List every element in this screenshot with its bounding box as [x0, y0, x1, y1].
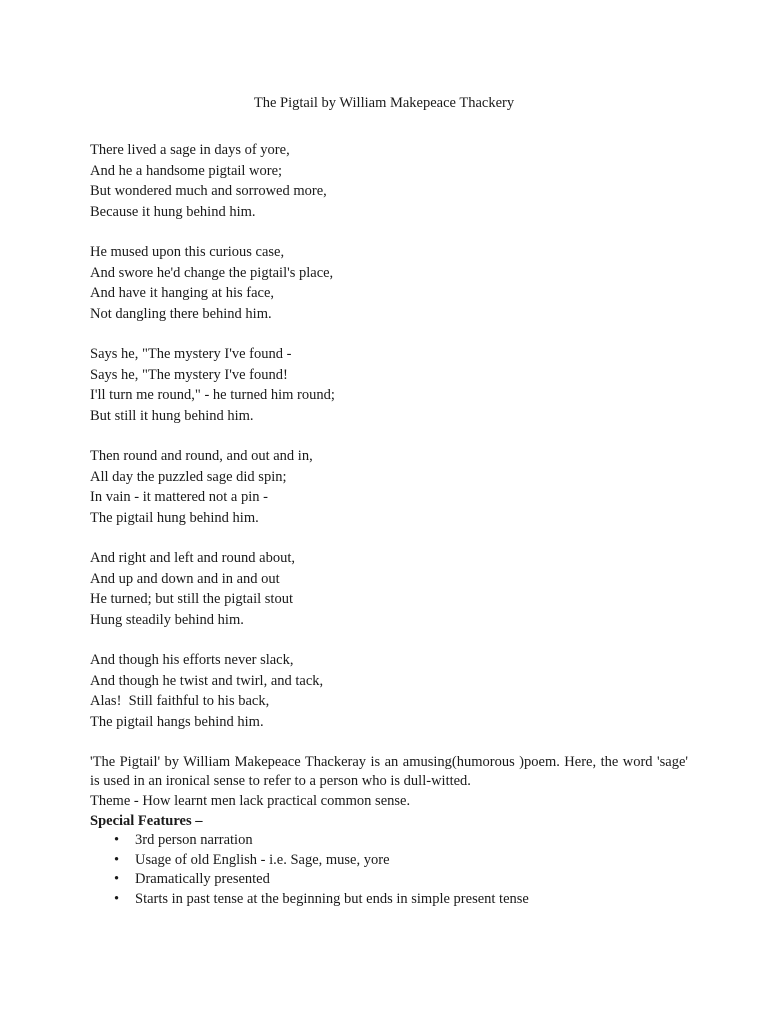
- feature-text: Dramatically presented: [135, 871, 270, 887]
- feature-item: [90, 831, 688, 851]
- bullet-icon: •: [114, 851, 120, 868]
- poem-line: All day the puzzled sage did spin;: [90, 468, 287, 485]
- poem-line: But wondered much and sorrowed more,: [90, 183, 327, 199]
- stanza-4: [90, 446, 313, 528]
- commentary-section: [90, 753, 688, 909]
- poem-line: He mused upon this curious case,: [90, 244, 285, 260]
- poem-line: I'll turn me round," - he turned him round;: [90, 387, 335, 403]
- feature-item: [90, 890, 688, 910]
- poem-line: And swore he'd change the pigtail's place,: [90, 264, 334, 281]
- feature-text: Starts in past tense at the beginning but ends in simple present tense: [135, 890, 529, 907]
- feature-text: Usage of old English - i.e. Sage, muse, yore: [135, 851, 390, 868]
- stanza-2: [90, 242, 333, 324]
- poem-line: But still it hung behind him.: [90, 407, 254, 424]
- poem-line: Hung steadily behind him.: [90, 611, 244, 628]
- poem-line: And though his efforts never slack,: [90, 652, 294, 668]
- features-heading: Special Features –: [90, 813, 203, 829]
- poem-line: And have it hanging at his face,: [90, 285, 275, 301]
- poem-line: And right and left and round about,: [90, 550, 295, 566]
- stanza-6: [90, 650, 323, 732]
- poem-title: The Pigtail by William Makepeace Thackery: [253, 95, 515, 111]
- bullet-icon: •: [114, 890, 120, 907]
- theme-line: Theme - How learnt men lack practical common sense.: [90, 793, 411, 809]
- poem-line: In vain - it mattered not a pin -: [90, 489, 268, 505]
- poem-line: Because it hung behind him.: [90, 203, 256, 220]
- poem-line: He turned; but still the pigtail stout: [90, 591, 293, 607]
- poem-line: And he a handsome pigtail wore;: [90, 162, 283, 179]
- feature-text: 3rd person narration: [135, 832, 253, 848]
- poem-line: Says he, "The mystery I've found!: [90, 366, 288, 383]
- feature-item: [90, 851, 688, 871]
- stanza-3: [90, 344, 335, 426]
- bullet-icon: •: [114, 871, 120, 887]
- stanza-5: [90, 548, 295, 630]
- poem-line: Not dangling there behind him.: [90, 305, 272, 322]
- poem-line: The pigtail hung behind him.: [90, 509, 259, 526]
- poem-line: Then round and round, and out and in,: [90, 448, 313, 464]
- poem-line: And up and down and in and out: [90, 570, 280, 587]
- poem-line: And though he twist and twirl, and tack,: [90, 672, 324, 689]
- bullet-icon: •: [114, 832, 120, 848]
- feature-item: [90, 870, 688, 890]
- poem-line: The pigtail hangs behind him.: [90, 713, 264, 730]
- features-list: [90, 831, 688, 909]
- summary-paragraph: 'The Pigtail' by William Makepeace Thackeray is an amusing(humorous )poem. Here, the word 'sage' is used in an ironical sense to refer to a person who is dull-witted.: [90, 754, 688, 789]
- stanza-1: [90, 140, 327, 222]
- poem-line: There lived a sage in days of yore,: [90, 142, 290, 158]
- poem-line: Alas! Still faithful to his back,: [90, 693, 270, 709]
- poem-line: Says he, "The mystery I've found -: [90, 346, 292, 362]
